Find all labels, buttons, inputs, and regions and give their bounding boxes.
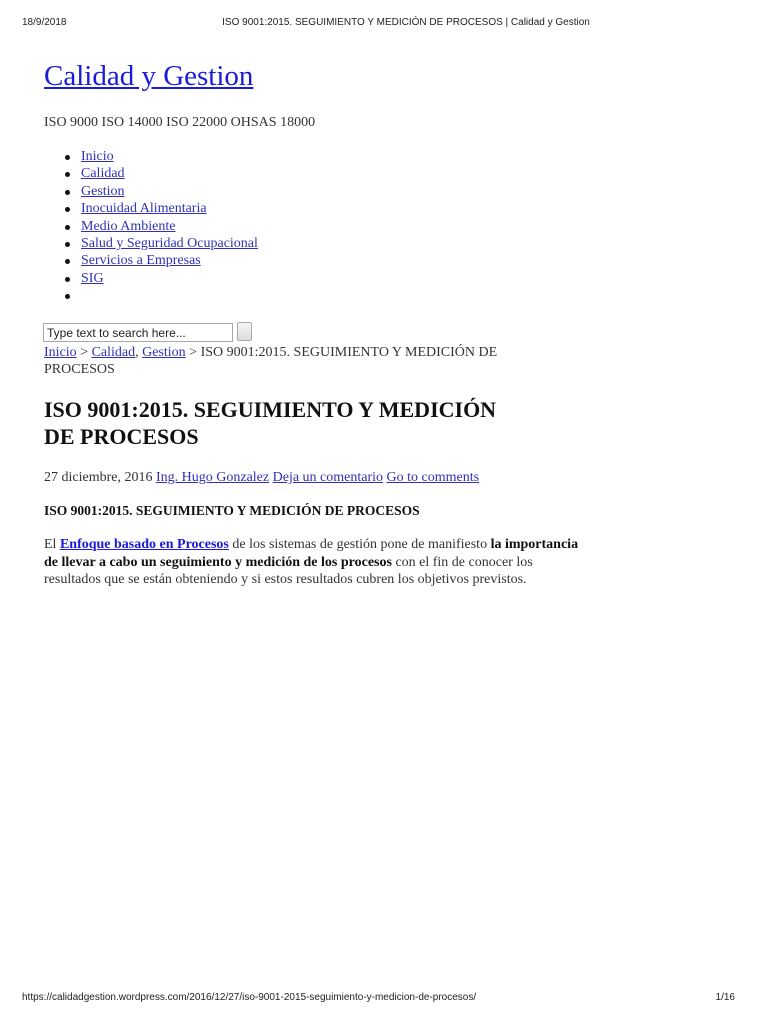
breadcrumb-category-calidad[interactable]: Calidad: [91, 345, 136, 360]
nav-item-salud: [81, 235, 258, 252]
nav-item-medio-ambiente: [81, 218, 258, 235]
breadcrumb-comma: ,: [135, 345, 143, 360]
print-doc-title: ISO 9001:2015. SEGUIMIENTO Y MEDICIÓN DE PROCESOS | Calidad y Gestion: [222, 17, 590, 28]
nav-item-inocuidad: [81, 200, 258, 217]
post-title: ISO 9001:2015. SEGUIMIENTO Y MEDICIÓN DE PROCESOS: [44, 397, 497, 449]
breadcrumb-home[interactable]: Inicio: [44, 345, 77, 360]
nav-link-inicio[interactable]: Inicio: [81, 149, 114, 164]
nav-link-salud-seguridad[interactable]: Salud y Seguridad Ocupacional: [81, 235, 258, 251]
breadcrumb-separator: >: [76, 345, 92, 360]
search-form: [43, 322, 252, 343]
nav-link-calidad[interactable]: Calidad: [81, 166, 125, 182]
post-date: 27 diciembre, 2016: [44, 470, 153, 485]
process-approach-link[interactable]: Enfoque basado en Procesos: [59, 537, 229, 552]
breadcrumb: [44, 344, 524, 378]
leave-comment-link[interactable]: Deja un comentario: [272, 470, 384, 485]
breadcrumb-separator: >: [185, 345, 201, 360]
post-author-link[interactable]: Ing. Hugo Gonzalez: [155, 470, 270, 485]
site-tagline: ISO 9000 ISO 14000 ISO 22000 OHSAS 18000: [44, 115, 316, 130]
site-title-link[interactable]: Calidad y Gestion: [44, 60, 254, 92]
search-button[interactable]: [237, 322, 252, 341]
search-input[interactable]: [43, 323, 233, 342]
nav-link-gestion[interactable]: Gestion: [81, 183, 125, 199]
post-body-paragraph: [44, 536, 589, 589]
nav-link-medio-ambiente[interactable]: Medio Ambiente: [81, 218, 176, 234]
body-text: de los sistemas de gestión pone de manifiesto: [228, 537, 491, 552]
nav-item-calidad: [81, 165, 258, 182]
nav-item-gestion: [81, 183, 258, 200]
print-header: [0, 17, 768, 31]
post-meta: [44, 470, 479, 486]
page-number: 1/16: [715, 992, 735, 1003]
post-subtitle: ISO 9001:2015. SEGUIMIENTO Y MEDICIÓN DE PROCESOS: [44, 503, 420, 518]
nav-item-servicios: [81, 252, 258, 269]
body-emphasis: la importancia de llevar a cabo un seguimiento y medición de los procesos: [44, 537, 579, 570]
body-intro: El: [44, 537, 60, 552]
print-date: 18/9/2018: [22, 17, 67, 28]
nav-item-sig: [81, 270, 258, 287]
main-nav: [44, 148, 258, 305]
go-to-comments-link[interactable]: Go to comments: [386, 470, 480, 485]
body-text: con el fin de conocer los resultados que se están obteniendo y si estos resultados cubren los objetivos previstos.: [44, 554, 533, 587]
nav-link-inocuidad-alimentaria[interactable]: Inocuidad Alimentaria: [81, 201, 207, 217]
print-url: https://calidadgestion.wordpress.com/2016/12/27/iso-9001-2015-seguimiento-y-medicion-de-procesos/: [22, 992, 477, 1003]
site-title: [44, 56, 253, 96]
nav-link-sig[interactable]: SIG: [81, 270, 104, 286]
breadcrumb-category-gestion[interactable]: Gestion: [142, 345, 186, 360]
nav-link-servicios-empresas[interactable]: Servicios a Empresas: [81, 253, 201, 269]
breadcrumb-current: ISO 9001:2015. SEGUIMIENTO Y MEDICIÓN DE PROCESOS: [44, 345, 498, 377]
nav-item-inicio: [81, 148, 258, 165]
nav-item-empty: [81, 287, 258, 304]
